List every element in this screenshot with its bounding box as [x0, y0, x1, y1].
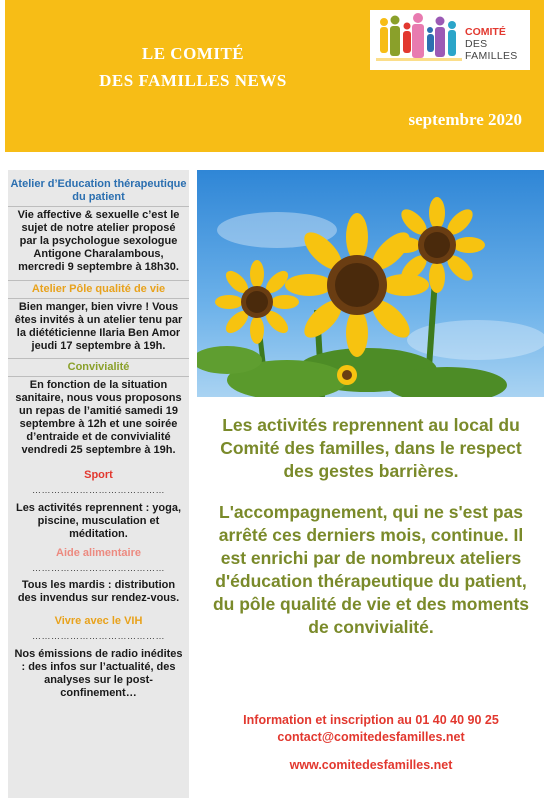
section-body-aide-alimentaire: Tous les mardis : distribution des invendus sur rendez-vous.	[17, 579, 180, 604]
section-title-convivialite: Convivialité	[67, 361, 130, 373]
dotted-separator: ……………………………………	[32, 631, 165, 641]
contact-phone-info: Information et inscription au 01 40 40 90 25	[243, 713, 499, 727]
section-title-education: Atelier d’Education thérapeutique du patient	[10, 178, 187, 203]
issue-date: septembre 2020	[408, 110, 522, 129]
title-line-1: LE COMITÉ	[141, 44, 245, 63]
section-title-aide-alimentaire: Aide alimentaire	[56, 547, 141, 559]
announcement-paragraph-2: L'accompagnement, qui ne s'est pas arrêté ces derniers mois, continue. Il est enrichi par de nombreux ateliers d'éducation thérapeutique du patient, du pôle qualité de vie et des moments de convivialité.	[212, 502, 530, 637]
logo-line-1: COMITÉ	[465, 26, 506, 38]
section-title-qualite-vie: Atelier Pôle qualité de vie	[31, 283, 166, 295]
section-body-qualite-vie: Bien manger, bien vivre ! Vous êtes invités à un atelier tenu par la diététicienne Ilaria Ben Amor jeudi 17 septembre à 19h.	[14, 301, 183, 352]
contact-block	[208, 712, 534, 746]
divider	[8, 358, 189, 359]
divider	[8, 376, 189, 377]
sunflowers-photo	[197, 170, 544, 397]
section-body-convivialite: En fonction de la situation sanitaire, nous vous proposons un repas de l’amitié samedi 19 septembre à 12h et une soirée d’entraide et de convivialité vendredi 25 septembre à 19h.	[15, 379, 182, 456]
dotted-separator: ……………………………………	[32, 485, 165, 495]
title-line-2: DES FAMILLES NEWS	[99, 71, 287, 90]
news-sidebar	[8, 170, 189, 798]
family-figures-icon	[374, 12, 464, 68]
section-title-sport: Sport	[84, 469, 113, 481]
divider	[8, 206, 189, 207]
website-link[interactable]: www.comitedesfamilles.net	[289, 758, 453, 772]
section-body-sport: Les activités reprennent : yoga, piscine, musculation et méditation.	[15, 502, 182, 540]
dotted-separator: ……………………………………	[32, 563, 165, 573]
section-body-vih: Nos émissions de radio inédites : des infos sur l’actualité, des analyses sur le post-confinement…	[14, 648, 183, 699]
logo-wordmark	[465, 26, 530, 62]
divider	[8, 280, 189, 281]
divider	[8, 298, 189, 299]
logo-line-2: DES FAMILLES	[465, 38, 518, 62]
newsletter-title	[53, 40, 333, 94]
contact-email-link[interactable]: contact@comitedesfamilles.net	[277, 730, 465, 744]
main-announcement	[208, 414, 534, 657]
section-body-education: Vie affective & sexuelle c’est le sujet de notre atelier proposé par la psychologue sexologue Antigone Charalambous, mercredi 9 septembre à 18h30.	[17, 209, 180, 273]
announcement-paragraph-1: Les activités reprennent au local du Comité des familles, dans le respect des gestes barrières.	[220, 415, 522, 481]
section-title-vih: Vivre avec le VIH	[54, 615, 143, 627]
comite-des-familles-logo	[370, 10, 530, 70]
